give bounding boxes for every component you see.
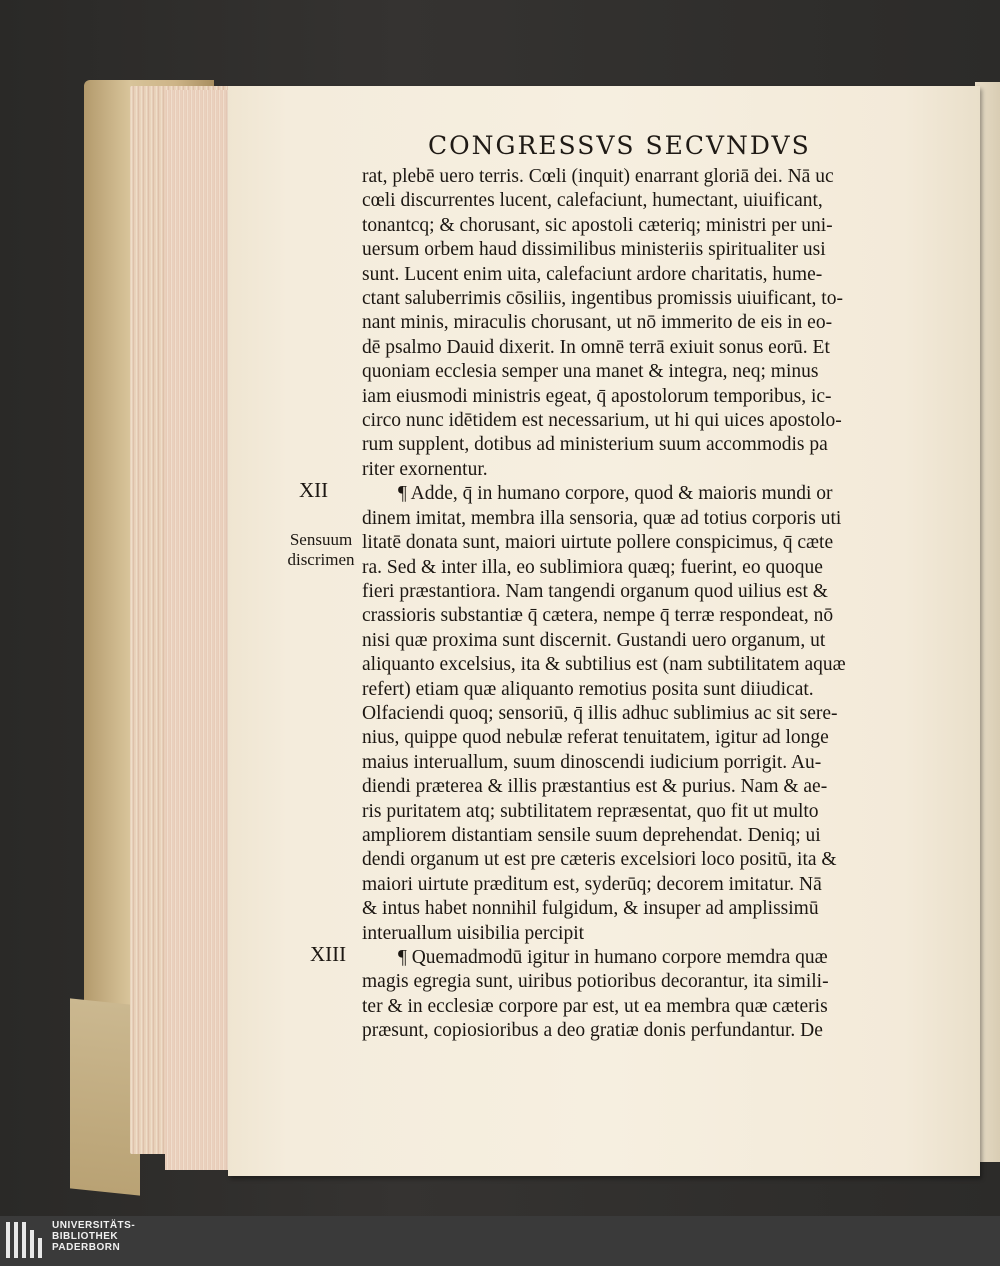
library-name-line: PADERBORN: [52, 1242, 121, 1253]
text-line: ra. Sed & inter illa, eo sublimiora quæq; fuerint, eo quoque: [362, 556, 823, 578]
text-line: circo nunc idētidem est necessarium, ut hi qui uices apostolo-: [362, 410, 842, 432]
text-line: iam eiusmodi ministris egeat, q̄ apostolorum temporibus, ic-: [362, 385, 832, 407]
library-name-line: BIBLIOTHEK: [52, 1231, 119, 1242]
text-line: riter exornentur.: [362, 458, 488, 480]
text-line: ris puritatem atq; subtilitatem repræsentat, quo fit ut multo: [362, 800, 819, 822]
margin-number-xii: XII: [299, 478, 329, 502]
library-footer: [0, 1216, 1000, 1266]
text-line: litatē donata sunt, maiori uirtute pollere conspicimus, q̄ cæte: [362, 532, 834, 554]
text-line: ampliorem distantiam sensile suum deprehendat. Deniq; ui: [362, 824, 821, 846]
text-line: & intus habet nonnihil fulgidum, & insuper ad amplissimū: [362, 898, 819, 920]
body-text: [362, 165, 910, 1044]
side-note-line: discrimen: [287, 550, 355, 569]
side-note-line: Sensuum: [289, 530, 353, 549]
text-line: Olfaciendi quoq; sensoriū, q̄ illis adhuc sublimius ac sit sere-: [362, 702, 838, 724]
text-line: ¶ Quemadmodū igitur in humano corpore memdra quæ: [398, 947, 828, 968]
library-name: [52, 1220, 135, 1253]
library-name-line: UNIVERSITÄTS-: [52, 1220, 136, 1231]
text-line: dē psalmo Dauid dixerit. In omnē terrā exiuit sonus eorū. Et: [362, 336, 830, 358]
text-line: crassioris substantiæ q̄ cætera, nempe q̄ terræ respondeat, nō: [362, 605, 834, 627]
text-line: diendi præterea & illis præstantius est & purius. Nam & ae-: [362, 776, 828, 798]
text-line: aliquanto excelsius, ita & subtilius est (nam subtilitatem aquæ: [362, 654, 846, 676]
text-line: maius interuallum, suum dinoscendi iudicium porrigit. Au-: [362, 751, 822, 773]
text-line: rat, plebē uero terris. Cœli (inquit) enarrant gloriā dei. Nā uc: [362, 166, 834, 187]
text-line: ctant saluberrimis cōsiliis, ingentibus promissis uiuificant, to-: [362, 288, 843, 310]
library-logo-icon: [6, 1222, 46, 1258]
text-line: nant minis, miraculis chorusant, ut nō immerito de eis in eo-: [362, 312, 833, 334]
text-line: ¶ Adde, q̄ in humano corpore, quod & maioris mundi or: [398, 483, 833, 505]
side-note: [280, 530, 362, 570]
text-line: præsunt, copiosioribus a deo gratiæ donis perfundantur. De: [362, 1020, 823, 1042]
text-line: tonantcq; & chorusant, sic apostoli cæteriq; ministri per uni-: [362, 214, 833, 236]
text-line: interuallum uisibilia percipit: [362, 922, 585, 944]
text-line: rum supplent, dotibus ad ministerium suum accommodis pa: [362, 434, 828, 456]
text-line: nius, quippe quod nebulæ referat tenuitatem, igitur ad longe: [362, 727, 829, 749]
text-line: dinem imitat, membra illa sensoria, quæ ad totius corporis uti: [362, 507, 842, 529]
text-line: maiori uirtute præditum est, syderūq; decorem imitatur. Nā: [362, 873, 822, 895]
text-line: magis egregia sunt, uiribus potioribus decorantur, ita simili-: [362, 971, 829, 993]
text-line: dendi organum ut est pre cæteris excelsiori loco positū, ita &: [362, 849, 837, 871]
text-line: ter & in ecclesiæ corpore par est, ut ea membra quæ cæteris: [362, 995, 828, 1017]
running-head: CONGRESSVS SECVNDVS: [428, 131, 811, 160]
margin-number-xiii: XIII: [310, 942, 347, 966]
text-line: nisi quæ proxima sunt discernit. Gustandi uero organum, ut: [362, 629, 826, 651]
text-line: uersum orbem haud dissimilibus ministeriis spiritualiter usi: [362, 239, 826, 261]
text-line: cœli discurrentes lucent, calefaciunt, humectant, uiuificant,: [362, 190, 823, 212]
text-line: sunt. Lucent enim uita, calefaciunt ardore charitatis, hume-: [362, 263, 823, 285]
text-line: quoniam ecclesia semper una manet & integra, neq; minus: [362, 361, 819, 383]
text-line: refert) etiam quæ aliquanto remotius posita sunt diiudicat.: [362, 678, 814, 700]
text-line: fieri præstantiora. Nam tangendi organum quod uilius est &: [362, 580, 828, 602]
